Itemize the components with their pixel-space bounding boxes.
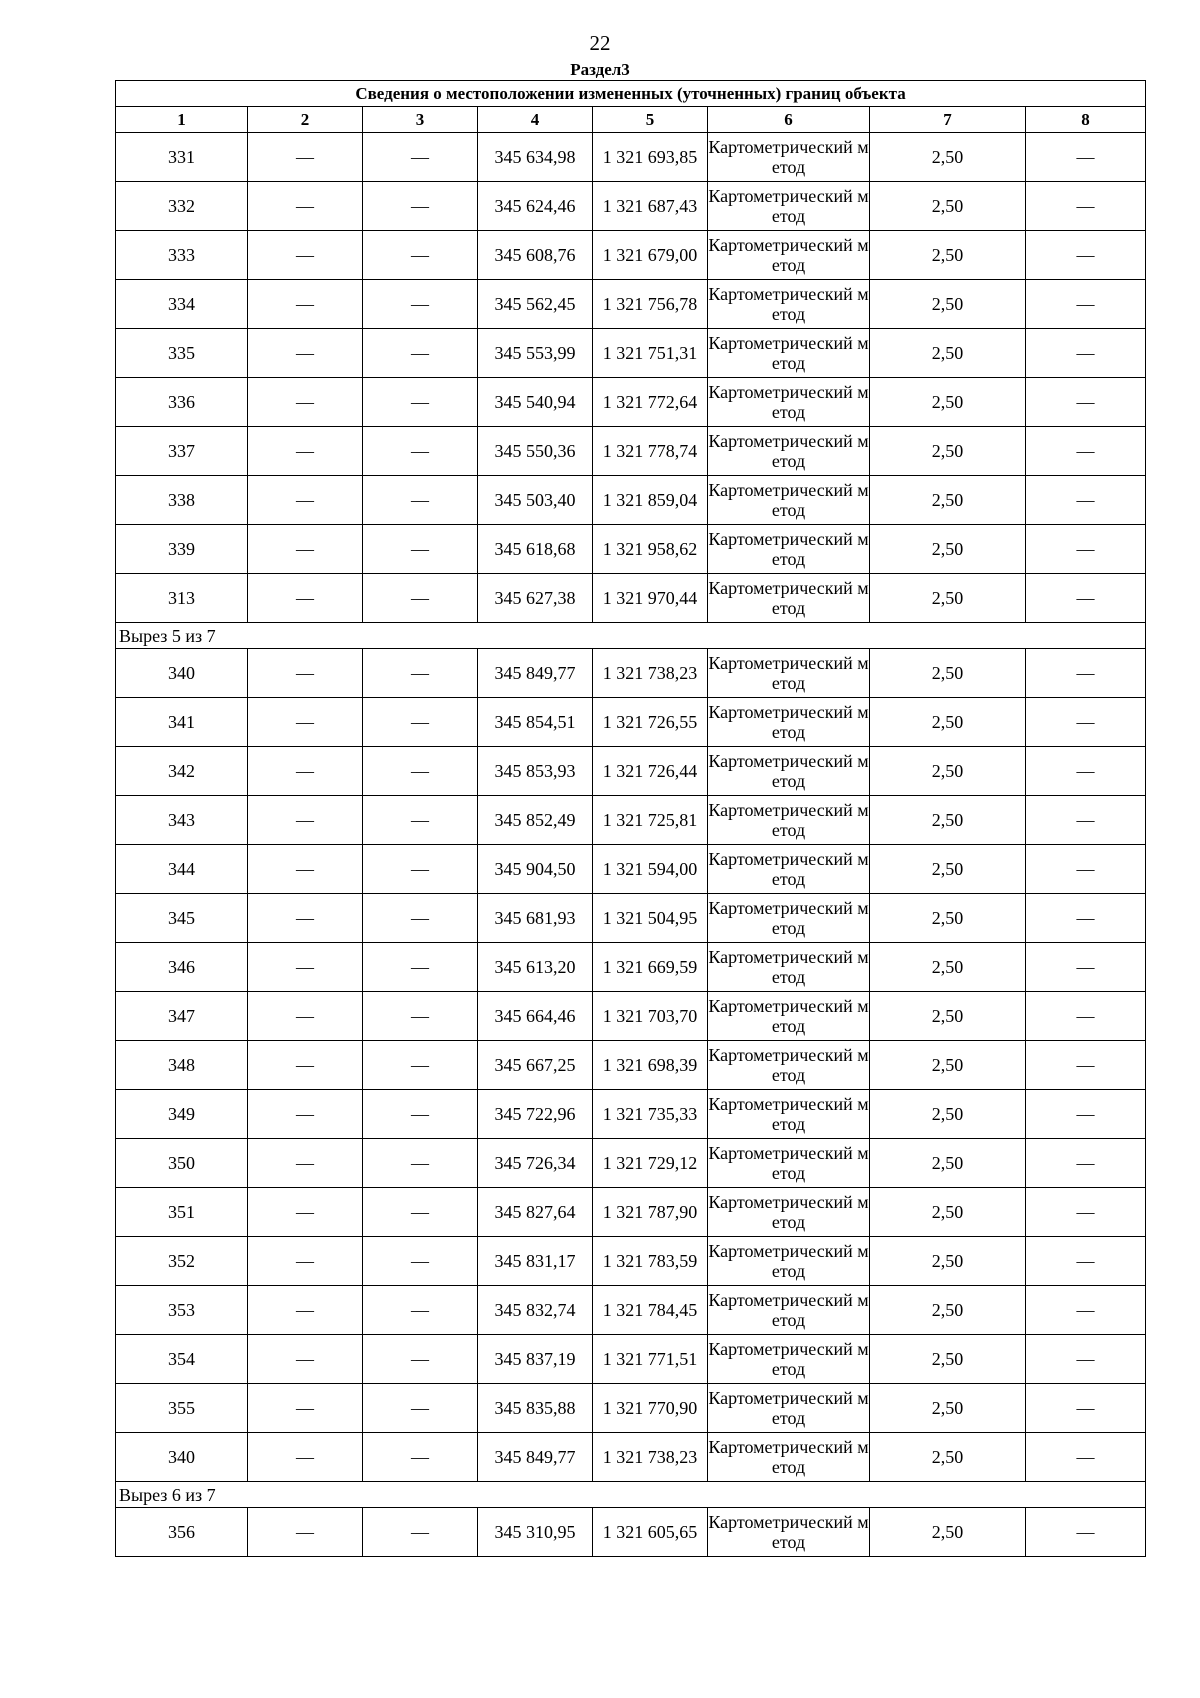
y-coordinate-cell: 1 321 703,70 (593, 992, 708, 1041)
accuracy-cell: 2,50 (870, 329, 1026, 378)
accuracy-cell: 2,50 (870, 574, 1026, 623)
point-number-cell: 338 (116, 476, 248, 525)
table-row (116, 796, 1146, 845)
x-coordinate-cell: 345 681,93 (478, 894, 593, 943)
col2-cell: — (248, 1090, 363, 1139)
method-cell: Картометрический метод (708, 378, 870, 427)
accuracy-cell: 2,50 (870, 133, 1026, 182)
method-cell: Картометрический метод (708, 329, 870, 378)
y-coordinate-cell: 1 321 859,04 (593, 476, 708, 525)
col8-cell: — (1026, 649, 1146, 698)
accuracy-cell: 2,50 (870, 231, 1026, 280)
x-coordinate-cell: 345 837,19 (478, 1335, 593, 1384)
col8-cell: — (1026, 378, 1146, 427)
x-coordinate-cell: 345 553,99 (478, 329, 593, 378)
accuracy-cell: 2,50 (870, 894, 1026, 943)
method-cell: Картометрический метод (708, 894, 870, 943)
x-coordinate-cell: 345 849,77 (478, 649, 593, 698)
col2-cell: — (248, 943, 363, 992)
col8-cell: — (1026, 845, 1146, 894)
method-cell: Картометрический метод (708, 574, 870, 623)
x-coordinate-cell: 345 624,46 (478, 182, 593, 231)
col8-cell: — (1026, 574, 1146, 623)
y-coordinate-cell: 1 321 735,33 (593, 1090, 708, 1139)
col2-cell: — (248, 574, 363, 623)
accuracy-cell: 2,50 (870, 1335, 1026, 1384)
col3-cell: — (363, 525, 478, 574)
accuracy-cell: 2,50 (870, 182, 1026, 231)
col3-cell: — (363, 698, 478, 747)
point-number-cell: 355 (116, 1384, 248, 1433)
y-coordinate-cell: 1 321 679,00 (593, 231, 708, 280)
point-number-cell: 343 (116, 796, 248, 845)
table-row (116, 1188, 1146, 1237)
col2-cell: — (248, 649, 363, 698)
table-row (116, 1139, 1146, 1188)
col8-cell: — (1026, 427, 1146, 476)
table-row (116, 747, 1146, 796)
point-number-cell: 341 (116, 698, 248, 747)
col2-cell: — (248, 894, 363, 943)
col2-cell: — (248, 992, 363, 1041)
table-row (116, 698, 1146, 747)
x-coordinate-cell: 345 613,20 (478, 943, 593, 992)
col2-cell: — (248, 747, 363, 796)
col3-cell: — (363, 574, 478, 623)
y-coordinate-cell: 1 321 783,59 (593, 1237, 708, 1286)
col3-cell: — (363, 1188, 478, 1237)
point-number-cell: 331 (116, 133, 248, 182)
col2-cell: — (248, 378, 363, 427)
method-cell: Картометрический метод (708, 182, 870, 231)
accuracy-cell: 2,50 (870, 1286, 1026, 1335)
point-number-cell: 342 (116, 747, 248, 796)
col8-cell: — (1026, 1335, 1146, 1384)
col3-cell: — (363, 378, 478, 427)
point-number-cell: 334 (116, 280, 248, 329)
table-row (116, 894, 1146, 943)
table-row (116, 525, 1146, 574)
col2-cell: — (248, 1286, 363, 1335)
table-row (116, 133, 1146, 182)
col8-cell: — (1026, 525, 1146, 574)
point-number-cell: 340 (116, 649, 248, 698)
col8-cell: — (1026, 992, 1146, 1041)
col3-cell: — (363, 427, 478, 476)
col8-cell: — (1026, 476, 1146, 525)
method-cell: Картометрический метод (708, 280, 870, 329)
table-row (116, 992, 1146, 1041)
y-coordinate-cell: 1 321 970,44 (593, 574, 708, 623)
col3-cell: — (363, 1433, 478, 1482)
page-number: 22 (589, 31, 611, 55)
point-number-cell: 332 (116, 182, 248, 231)
x-coordinate-cell: 345 726,34 (478, 1139, 593, 1188)
column-header: 3 (363, 107, 478, 133)
y-coordinate-cell: 1 321 725,81 (593, 796, 708, 845)
y-coordinate-cell: 1 321 693,85 (593, 133, 708, 182)
column-header: 4 (478, 107, 593, 133)
table-row (116, 280, 1146, 329)
x-coordinate-cell: 345 550,36 (478, 427, 593, 476)
col8-cell: — (1026, 133, 1146, 182)
table-caption: Сведения о местоположении измененных (уточненных) границ объекта (116, 81, 1146, 107)
col2-cell: — (248, 845, 363, 894)
y-coordinate-cell: 1 321 738,23 (593, 1433, 708, 1482)
col3-cell: — (363, 1384, 478, 1433)
method-cell: Картометрический метод (708, 231, 870, 280)
y-coordinate-cell: 1 321 756,78 (593, 280, 708, 329)
point-number-cell: 351 (116, 1188, 248, 1237)
col8-cell: — (1026, 943, 1146, 992)
col8-cell: — (1026, 1433, 1146, 1482)
y-coordinate-cell: 1 321 751,31 (593, 329, 708, 378)
point-number-cell: 356 (116, 1508, 248, 1557)
x-coordinate-cell: 345 627,38 (478, 574, 593, 623)
column-header: 8 (1026, 107, 1146, 133)
accuracy-cell: 2,50 (870, 476, 1026, 525)
x-coordinate-cell: 345 634,98 (478, 133, 593, 182)
col8-cell: — (1026, 1090, 1146, 1139)
method-cell: Картометрический метод (708, 133, 870, 182)
table-row (116, 1041, 1146, 1090)
x-coordinate-cell: 345 832,74 (478, 1286, 593, 1335)
col2-cell: — (248, 1433, 363, 1482)
point-number-cell: 335 (116, 329, 248, 378)
accuracy-cell: 2,50 (870, 427, 1026, 476)
col3-cell: — (363, 476, 478, 525)
table-row (116, 1433, 1146, 1482)
segment-row (116, 1482, 1146, 1508)
col8-cell: — (1026, 280, 1146, 329)
y-coordinate-cell: 1 321 669,59 (593, 943, 708, 992)
y-coordinate-cell: 1 321 504,95 (593, 894, 708, 943)
point-number-cell: 344 (116, 845, 248, 894)
col8-cell: — (1026, 231, 1146, 280)
col3-cell: — (363, 1090, 478, 1139)
col2-cell: — (248, 476, 363, 525)
col8-cell: — (1026, 1139, 1146, 1188)
accuracy-cell: 2,50 (870, 796, 1026, 845)
col2-cell: — (248, 1384, 363, 1433)
col3-cell: — (363, 1237, 478, 1286)
table-row (116, 1384, 1146, 1433)
col2-cell: — (248, 280, 363, 329)
accuracy-cell: 2,50 (870, 698, 1026, 747)
accuracy-cell: 2,50 (870, 280, 1026, 329)
method-cell: Картометрический метод (708, 649, 870, 698)
col8-cell: — (1026, 1286, 1146, 1335)
y-coordinate-cell: 1 321 726,44 (593, 747, 708, 796)
method-cell: Картометрический метод (708, 747, 870, 796)
method-cell: Картометрический метод (708, 698, 870, 747)
col3-cell: — (363, 1335, 478, 1384)
accuracy-cell: 2,50 (870, 1188, 1026, 1237)
column-header: 1 (116, 107, 248, 133)
col8-cell: — (1026, 1508, 1146, 1557)
x-coordinate-cell: 345 562,45 (478, 280, 593, 329)
point-number-cell: 348 (116, 1041, 248, 1090)
accuracy-cell: 2,50 (870, 1433, 1026, 1482)
y-coordinate-cell: 1 321 594,00 (593, 845, 708, 894)
column-header-row (116, 107, 1146, 133)
table-body (116, 81, 1146, 1557)
x-coordinate-cell: 345 854,51 (478, 698, 593, 747)
x-coordinate-cell: 345 852,49 (478, 796, 593, 845)
section-title: Раздел3 (570, 60, 630, 79)
method-cell: Картометрический метод (708, 525, 870, 574)
table-row (116, 476, 1146, 525)
table-row (116, 1335, 1146, 1384)
x-coordinate-cell: 345 835,88 (478, 1384, 593, 1433)
y-coordinate-cell: 1 321 771,51 (593, 1335, 708, 1384)
accuracy-cell: 2,50 (870, 1041, 1026, 1090)
x-coordinate-cell: 345 849,77 (478, 1433, 593, 1482)
point-number-cell: 313 (116, 574, 248, 623)
col2-cell: — (248, 796, 363, 845)
col8-cell: — (1026, 747, 1146, 796)
col3-cell: — (363, 649, 478, 698)
col2-cell: — (248, 427, 363, 476)
table-row (116, 378, 1146, 427)
col3-cell: — (363, 280, 478, 329)
col2-cell: — (248, 1041, 363, 1090)
accuracy-cell: 2,50 (870, 1090, 1026, 1139)
col3-cell: — (363, 1508, 478, 1557)
y-coordinate-cell: 1 321 729,12 (593, 1139, 708, 1188)
column-header: 2 (248, 107, 363, 133)
col3-cell: — (363, 1139, 478, 1188)
x-coordinate-cell: 345 722,96 (478, 1090, 593, 1139)
point-number-cell: 349 (116, 1090, 248, 1139)
method-cell: Картометрический метод (708, 1188, 870, 1237)
method-cell: Картометрический метод (708, 427, 870, 476)
method-cell: Картометрический метод (708, 845, 870, 894)
method-cell: Картометрический метод (708, 1335, 870, 1384)
table-row (116, 1286, 1146, 1335)
column-header: 7 (870, 107, 1026, 133)
col2-cell: — (248, 1139, 363, 1188)
col2-cell: — (248, 1508, 363, 1557)
col2-cell: — (248, 1237, 363, 1286)
col3-cell: — (363, 796, 478, 845)
segment-label: Вырез 6 из 7 (116, 1482, 1146, 1508)
point-number-cell: 345 (116, 894, 248, 943)
accuracy-cell: 2,50 (870, 845, 1026, 894)
col8-cell: — (1026, 1384, 1146, 1433)
x-coordinate-cell: 345 608,76 (478, 231, 593, 280)
point-number-cell: 337 (116, 427, 248, 476)
accuracy-cell: 2,50 (870, 378, 1026, 427)
col3-cell: — (363, 747, 478, 796)
accuracy-cell: 2,50 (870, 525, 1026, 574)
col2-cell: — (248, 231, 363, 280)
col2-cell: — (248, 525, 363, 574)
y-coordinate-cell: 1 321 698,39 (593, 1041, 708, 1090)
col2-cell: — (248, 1335, 363, 1384)
col3-cell: — (363, 894, 478, 943)
method-cell: Картометрический метод (708, 796, 870, 845)
col2-cell: — (248, 1188, 363, 1237)
accuracy-cell: 2,50 (870, 1384, 1026, 1433)
col8-cell: — (1026, 796, 1146, 845)
point-number-cell: 339 (116, 525, 248, 574)
x-coordinate-cell: 345 540,94 (478, 378, 593, 427)
table-row (116, 1508, 1146, 1557)
accuracy-cell: 2,50 (870, 649, 1026, 698)
col8-cell: — (1026, 1237, 1146, 1286)
table-row (116, 182, 1146, 231)
col8-cell: — (1026, 329, 1146, 378)
table-row (116, 427, 1146, 476)
col3-cell: — (363, 1286, 478, 1335)
col8-cell: — (1026, 698, 1146, 747)
method-cell: Картометрический метод (708, 476, 870, 525)
method-cell: Картометрический метод (708, 1286, 870, 1335)
point-number-cell: 347 (116, 992, 248, 1041)
point-number-cell: 353 (116, 1286, 248, 1335)
accuracy-cell: 2,50 (870, 992, 1026, 1041)
accuracy-cell: 2,50 (870, 1237, 1026, 1286)
col3-cell: — (363, 845, 478, 894)
accuracy-cell: 2,50 (870, 1508, 1026, 1557)
accuracy-cell: 2,50 (870, 747, 1026, 796)
y-coordinate-cell: 1 321 958,62 (593, 525, 708, 574)
accuracy-cell: 2,50 (870, 943, 1026, 992)
col8-cell: — (1026, 894, 1146, 943)
column-header: 6 (708, 107, 870, 133)
segment-row (116, 623, 1146, 649)
point-number-cell: 352 (116, 1237, 248, 1286)
x-coordinate-cell: 345 667,25 (478, 1041, 593, 1090)
method-cell: Картометрический метод (708, 1139, 870, 1188)
y-coordinate-cell: 1 321 787,90 (593, 1188, 708, 1237)
y-coordinate-cell: 1 321 772,64 (593, 378, 708, 427)
x-coordinate-cell: 345 503,40 (478, 476, 593, 525)
table-row (116, 943, 1146, 992)
accuracy-cell: 2,50 (870, 1139, 1026, 1188)
column-header: 5 (593, 107, 708, 133)
point-number-cell: 354 (116, 1335, 248, 1384)
y-coordinate-cell: 1 321 778,74 (593, 427, 708, 476)
point-number-cell: 336 (116, 378, 248, 427)
x-coordinate-cell: 345 853,93 (478, 747, 593, 796)
boundary-coordinates-table (115, 80, 1146, 1557)
point-number-cell: 340 (116, 1433, 248, 1482)
x-coordinate-cell: 345 827,64 (478, 1188, 593, 1237)
x-coordinate-cell: 345 904,50 (478, 845, 593, 894)
col8-cell: — (1026, 182, 1146, 231)
segment-label: Вырез 5 из 7 (116, 623, 1146, 649)
x-coordinate-cell: 345 664,46 (478, 992, 593, 1041)
method-cell: Картометрический метод (708, 1508, 870, 1557)
method-cell: Картометрический метод (708, 1090, 870, 1139)
method-cell: Картометрический метод (708, 943, 870, 992)
y-coordinate-cell: 1 321 770,90 (593, 1384, 708, 1433)
table-row (116, 1237, 1146, 1286)
col2-cell: — (248, 133, 363, 182)
col3-cell: — (363, 329, 478, 378)
col3-cell: — (363, 943, 478, 992)
method-cell: Картометрический метод (708, 1384, 870, 1433)
col3-cell: — (363, 133, 478, 182)
table-row (116, 845, 1146, 894)
point-number-cell: 346 (116, 943, 248, 992)
table-caption-row (116, 81, 1146, 107)
col3-cell: — (363, 182, 478, 231)
table-row (116, 1090, 1146, 1139)
col8-cell: — (1026, 1188, 1146, 1237)
y-coordinate-cell: 1 321 726,55 (593, 698, 708, 747)
col2-cell: — (248, 698, 363, 747)
method-cell: Картометрический метод (708, 1433, 870, 1482)
y-coordinate-cell: 1 321 687,43 (593, 182, 708, 231)
table-row (116, 649, 1146, 698)
point-number-cell: 333 (116, 231, 248, 280)
method-cell: Картометрический метод (708, 1041, 870, 1090)
y-coordinate-cell: 1 321 605,65 (593, 1508, 708, 1557)
col3-cell: — (363, 992, 478, 1041)
method-cell: Картометрический метод (708, 1237, 870, 1286)
table-row (116, 574, 1146, 623)
table-row (116, 231, 1146, 280)
col2-cell: — (248, 329, 363, 378)
x-coordinate-cell: 345 618,68 (478, 525, 593, 574)
x-coordinate-cell: 345 831,17 (478, 1237, 593, 1286)
point-number-cell: 350 (116, 1139, 248, 1188)
col3-cell: — (363, 231, 478, 280)
col3-cell: — (363, 1041, 478, 1090)
method-cell: Картометрический метод (708, 992, 870, 1041)
col2-cell: — (248, 182, 363, 231)
table-row (116, 329, 1146, 378)
x-coordinate-cell: 345 310,95 (478, 1508, 593, 1557)
y-coordinate-cell: 1 321 738,23 (593, 649, 708, 698)
col8-cell: — (1026, 1041, 1146, 1090)
y-coordinate-cell: 1 321 784,45 (593, 1286, 708, 1335)
